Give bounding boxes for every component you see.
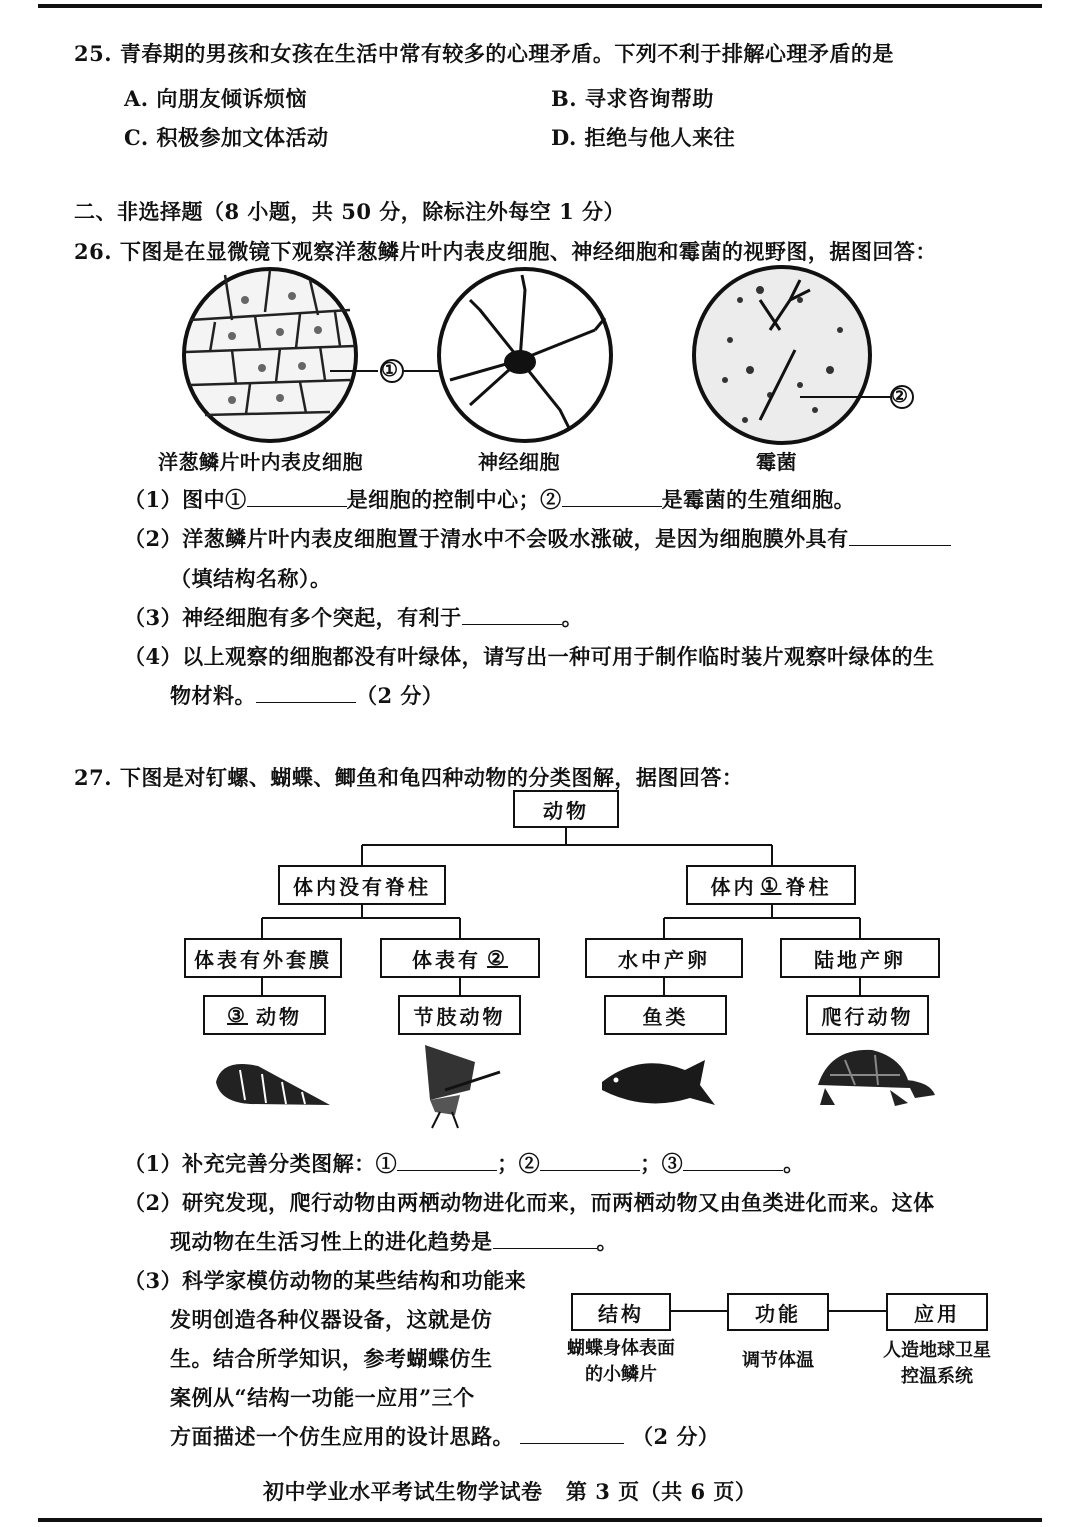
tree-mollusk-mark: ③ [227,1003,248,1027]
tree-fish-box: 鱼类 [604,995,727,1035]
bionic-application-desc-b: 控温系统 [901,1366,973,1387]
bionic-function-desc: 调节体温 [742,1350,814,1371]
bionic-application-desc [868,1338,1006,1390]
q27-p1-b: ；② [497,1151,541,1176]
mark-2-label: ② [891,385,909,407]
bionic-structure-box: 结构 [571,1293,671,1331]
tree-no-spine-box: 体内没有脊柱 [278,865,446,905]
section-heading: 二、非选择题（8 小题，共 50 分，除标注外每空 1 分） [74,199,626,224]
q26-part4: （4）以上观察的细胞都没有叶绿体，请写出一种可用于制作临时装片观察叶绿体的生 [124,644,935,669]
q25-option-c: C. 积极参加文体活动 [124,125,329,150]
q26-p4-c: （2 分） [356,683,444,708]
bionic-application-desc-a: 人造地球卫星 [883,1340,991,1361]
answer-blank[interactable] [520,1425,624,1444]
q27-part3-line3: 生。结合所学知识，参考蝴蝶仿生 [170,1346,493,1371]
page-footer: 初中学业水平考试生物学试卷 第 3 页（共 6 页） [263,1479,757,1504]
q26-p1-a: （1）图中① [124,487,247,512]
label-nerve: 神经细胞 [478,450,560,474]
bionic-structure-desc [554,1336,688,1388]
label-onion: 洋葱鳞片叶内表皮细胞 [158,450,363,474]
q27-part3-line4: 案例从“结构一功能一应用”三个 [170,1385,475,1410]
tree-mollusk-text: 动物 [255,1004,302,1029]
q26-stem: 26. 下图是在显微镜下观察洋葱鳞片叶内表皮细胞、神经细胞和霉菌的视野图，据图回答： [74,239,937,264]
tree-root-box: 动物 [513,790,619,828]
q27-p1-c: ；③ [640,1151,684,1176]
tree-surface-mark: ② [487,946,508,970]
q27-p2-b: 现动物在生活习性上的进化趋势是 [170,1229,493,1254]
bottom-rule [38,1518,1042,1522]
label-mold: 霉菌 [756,450,797,474]
q27-part3-line2: 发明创造各种仪器设备，这就是仿 [170,1307,493,1332]
q26-p4-b: 物材料。 [170,683,256,708]
bionic-application-box: 应用 [886,1293,988,1331]
tree-land-egg-box: 陆地产卵 [780,938,940,978]
q25-option-d: D. 拒绝与他人来往 [551,125,736,150]
q26-part2-cont: （填结构名称）。 [170,566,332,591]
q27-p1-d: 。 [783,1151,805,1176]
q27-p3-score: （2 分） [632,1424,720,1449]
mark-1-label: ① [381,359,399,381]
tree-arthropod-box: 节肢动物 [398,995,521,1035]
bionic-function-box: 功能 [727,1293,829,1331]
tree-surface-text: 体表有 [412,947,482,972]
q27-stem: 27. 下图是对钉螺、蝴蝶、鲫鱼和龟四种动物的分类图解，据图回答： [74,765,744,790]
q26-p3-b: 。 [561,605,584,630]
q26-p2-a: （2）洋葱鳞片叶内表皮细胞置于清水中不会吸水涨破，是因为细胞膜外具有 [124,526,849,551]
q27-p2-c: 。 [596,1229,618,1254]
q27-p1-a: （1）补充完善分类图解：① [124,1151,398,1176]
bionic-structure-desc-a: 蝴蝶身体表面 [567,1338,675,1359]
tree-spine-text-b: 脊柱 [785,874,832,899]
q26-p3-a: （3）神经细胞有多个突起，有利于 [124,605,462,630]
q26-p1-b: 是细胞的控制中心；② [346,487,562,512]
q26-p1-c: 是霉菌的生殖细胞。 [661,487,856,512]
q27-part3-line5 [170,1421,719,1451]
tree-mantle-box: 体表有外套膜 [184,938,342,978]
tree-water-egg-box: 水中产卵 [585,938,743,978]
q27-part3-line1: （3）科学家模仿动物的某些结构和功能来 [124,1268,527,1293]
q25-option-b: B. 寻求咨询帮助 [551,86,714,111]
tree-spine-mark: ① [760,873,782,897]
q25-option-a: A. 向朋友倾诉烦恼 [124,86,307,111]
tree-reptile-box: 爬行动物 [806,995,929,1035]
q27-p3-last: 方面描述一个仿生应用的设计思路。 [170,1424,514,1449]
tree-spine-text-a: 体内 [710,874,757,899]
q27-part2: （2）研究发现，爬行动物由两栖动物进化而来，而两栖动物又由鱼类进化而来。这体 [124,1190,935,1215]
q25-stem: 25. 青春期的男孩和女孩在生活中常有较多的心理矛盾。下列不利于排解心理矛盾的是 [74,41,894,66]
bionic-structure-desc-b: 的小鳞片 [585,1364,657,1385]
